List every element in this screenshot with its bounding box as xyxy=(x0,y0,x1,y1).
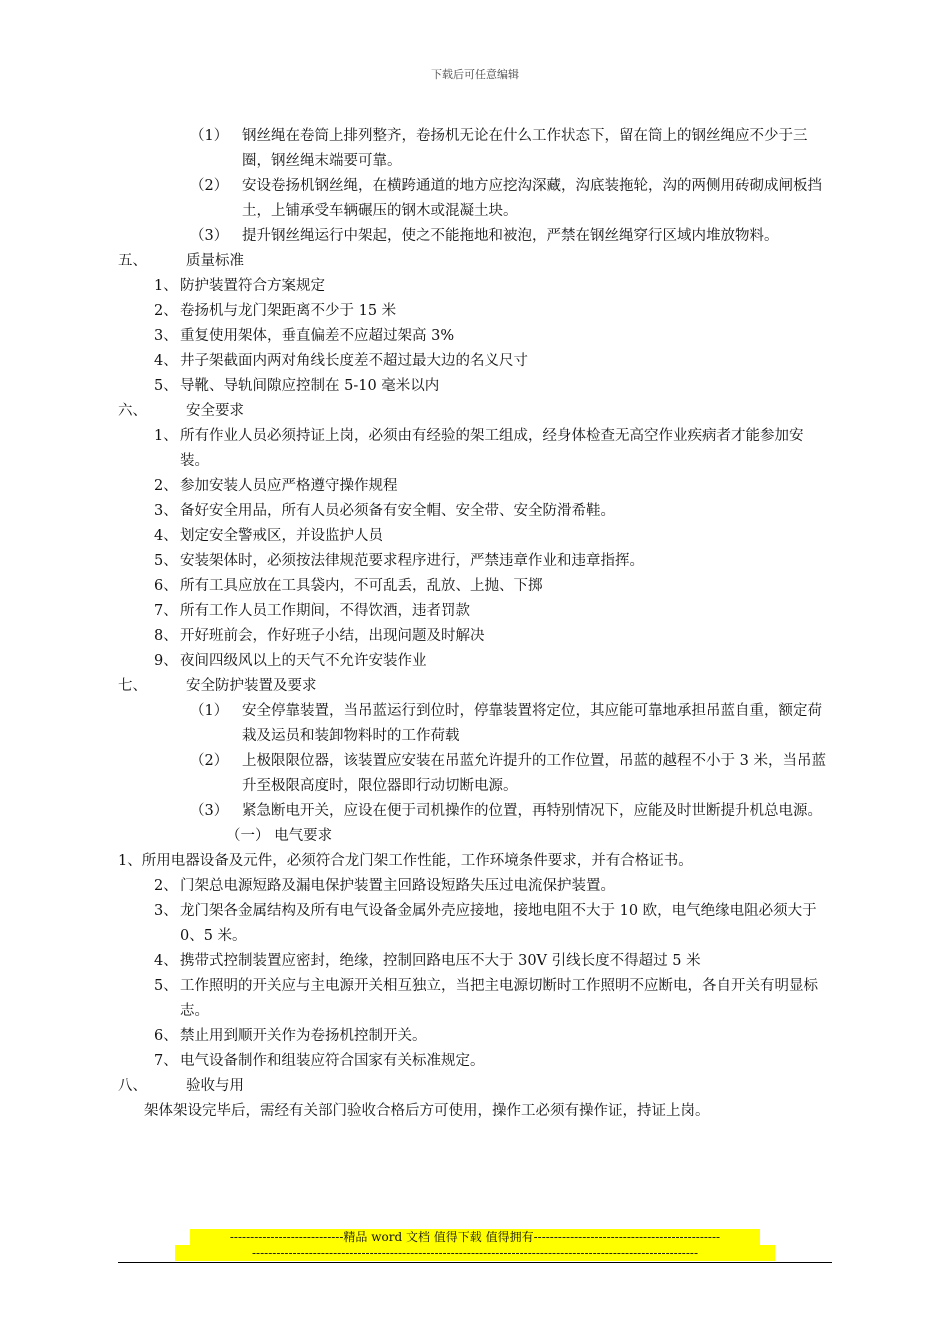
list-item xyxy=(118,899,832,949)
item-marker: 1、 xyxy=(154,278,178,294)
item-text: 门架总电源短路及漏电保护装置主回路设短路失压过电流保护装置。 xyxy=(180,878,615,894)
footer-divider xyxy=(118,1262,832,1263)
item-text: 安装架体时，必须按法律规范要求程序进行，严禁违章作业和违章指挥。 xyxy=(180,553,644,569)
item-text: 防护装置符合方案规定 xyxy=(180,278,325,294)
item-marker: 4、 xyxy=(154,353,178,369)
subsection-heading: （一） 电气要求 xyxy=(226,828,333,844)
item-marker: （1） xyxy=(190,128,229,144)
item-text: 提升钢丝绳运行中架起，使之不能拖地和被泡，严禁在钢丝绳穿行区域内堆放物料。 xyxy=(242,228,779,244)
item-marker: 8、 xyxy=(154,628,178,644)
item-marker: 4、 xyxy=(154,953,178,969)
list-item xyxy=(118,949,832,974)
heading-title: 质量标准 xyxy=(186,253,244,269)
heading-marker: 八、 xyxy=(118,1078,147,1094)
item-marker: 3、 xyxy=(154,503,178,519)
list-item xyxy=(118,699,832,749)
footer-banner-line2: -------------------------------------------------------------------------------------------------------------- xyxy=(251,1246,698,1260)
list-item xyxy=(118,624,832,649)
list-item xyxy=(118,224,832,249)
item-text: 龙门架各金属结构及所有电气设备金属外壳应接地，接地电阻不大于 10 欧，电气绝缘电阻必须大于 0、5 米。 xyxy=(180,903,817,944)
item-marker: 5、 xyxy=(154,553,178,569)
item-text: 工作照明的开关应与主电源开关相互独立，当把主电源切断时工作照明不应断电，各自开关有明显标志。 xyxy=(180,978,818,1019)
heading-title: 验收与用 xyxy=(186,1078,244,1094)
item-text: 所有作业人员必须持证上岗，必须由有经验的架工组成，经身体检查无高空作业疾病者才能参加安装。 xyxy=(180,428,804,469)
item-marker: 5、 xyxy=(154,978,178,994)
section-heading xyxy=(118,399,832,424)
item-marker: （1） xyxy=(190,703,229,719)
item-marker: 7、 xyxy=(154,603,178,619)
item-text: 参加安装人员应严格遵守操作规程 xyxy=(180,478,398,494)
item-marker: 2、 xyxy=(154,478,178,494)
item-text: 安全停靠装置，当吊蓝运行到位时，停靠装置将定位，其应能可靠地承担吊蓝自重，额定荷栽及运员和装卸物料时的工作荷载 xyxy=(242,703,822,744)
item-marker: 2、 xyxy=(154,878,178,894)
list-item xyxy=(118,499,832,524)
list-item xyxy=(118,174,832,224)
item-text: 禁止用到顺开关作为卷扬机控制开关。 xyxy=(180,1028,427,1044)
document-body xyxy=(118,124,832,1124)
item-text: 导靴、导轨间隙应控制在 5-10 毫米以内 xyxy=(180,378,440,394)
item-text: 上极限限位器，该装置应安装在吊蓝允许提升的工作位置，吊蓝的越程不小于 3 米，当吊蓝升至极限高度时，限位器即行动切断电源。 xyxy=(242,753,826,794)
list-item xyxy=(118,874,832,899)
list-item xyxy=(118,1049,832,1074)
list-item xyxy=(118,424,832,474)
item-marker: 9、 xyxy=(154,653,178,669)
list-item xyxy=(118,649,832,674)
item-marker: （2） xyxy=(190,753,229,769)
item-text: 安设卷扬机钢丝绳，在横跨通道的地方应挖沟深藏，沟底装拖轮，沟的两侧用砖砌成闸板挡土，上铺承受车辆碾压的钢木或混凝土块。 xyxy=(242,178,822,219)
list-item xyxy=(118,974,832,1024)
item-text: 开好班前会，作好班子小结，出现问题及时解决 xyxy=(180,628,485,644)
item-marker: 6、 xyxy=(154,578,178,594)
item-marker: （3） xyxy=(190,228,229,244)
item-text: 紧急断电开关，应设在便于司机操作的位置，再特别情况下，应能及时世断提升机总电源。 xyxy=(242,803,822,819)
list-item xyxy=(118,749,832,799)
list-item xyxy=(118,599,832,624)
footer-banner-line1: ----------------------------精品 word 文档 值得下载 值得拥有---------------------------------------------- xyxy=(229,1230,721,1244)
item-text: 重复使用架体，垂直偏差不应超过架高 3% xyxy=(180,328,455,344)
item-text: 备好安全用品，所有人员必须备有安全帽、安全带、安全防滑希鞋。 xyxy=(180,503,615,519)
heading-marker: 六、 xyxy=(118,403,147,419)
item-text: 卷扬机与龙门架距离不少于 15 米 xyxy=(180,303,397,319)
list-item xyxy=(118,374,832,399)
item-marker: 6、 xyxy=(154,1028,178,1044)
list-item xyxy=(118,474,832,499)
list-item xyxy=(118,549,832,574)
item-text: 所有工作人员工作期间，不得饮酒，违者罚款 xyxy=(180,603,470,619)
heading-title: 安全要求 xyxy=(186,403,244,419)
section-heading xyxy=(118,1074,832,1099)
list-item: 1、所用电器设备及元件，必须符合龙门架工作性能，工作环境条件要求，并有合格证书。 xyxy=(118,853,693,869)
list-item xyxy=(118,524,832,549)
item-marker: （2） xyxy=(190,178,229,194)
item-text: 电气设备制作和组装应符合国家有关标准规定。 xyxy=(180,1053,485,1069)
list-item xyxy=(118,124,832,174)
section-heading xyxy=(118,674,832,699)
section-heading xyxy=(118,249,832,274)
paragraph: 架体架设完毕后，需经有关部门验收合格后方可使用，操作工必须有操作证，持证上岗。 xyxy=(144,1103,710,1119)
item-marker: 3、 xyxy=(154,903,178,919)
item-text: 井子架截面内两对角线长度差不超过最大边的名义尺寸 xyxy=(180,353,528,369)
item-marker: 3、 xyxy=(154,328,178,344)
list-item xyxy=(118,299,832,324)
list-item xyxy=(118,349,832,374)
heading-marker: 五、 xyxy=(118,253,147,269)
list-item xyxy=(118,274,832,299)
list-item xyxy=(118,799,832,824)
item-marker: 4、 xyxy=(154,528,178,544)
item-text: 携带式控制装置应密封，绝缘，控制回路电压不大于 30V 引线长度不得超过 5 米 xyxy=(180,953,701,969)
item-marker: 5、 xyxy=(154,378,178,394)
item-marker: 1、 xyxy=(154,428,178,444)
item-marker: （3） xyxy=(190,803,229,819)
item-text: 所有工具应放在工具袋内，不可乱丢，乱放、上抛、下掷 xyxy=(180,578,543,594)
list-item xyxy=(118,1024,832,1049)
item-text: 钢丝绳在卷筒上排列整齐，卷扬机无论在什么工作状态下，留在筒上的钢丝绳应不少于三圈，钢丝绳末端要可靠。 xyxy=(242,128,808,169)
heading-title: 安全防护装置及要求 xyxy=(186,678,317,694)
item-marker: 2、 xyxy=(154,303,178,319)
item-text: 夜间四级风以上的天气不允许安装作业 xyxy=(180,653,427,669)
item-marker: 7、 xyxy=(154,1053,178,1069)
heading-marker: 七、 xyxy=(118,678,147,694)
item-text: 划定安全警戒区，并设监护人员 xyxy=(180,528,383,544)
list-item xyxy=(118,574,832,599)
list-item xyxy=(118,324,832,349)
page-header: 下载后可任意编辑 xyxy=(431,68,519,81)
